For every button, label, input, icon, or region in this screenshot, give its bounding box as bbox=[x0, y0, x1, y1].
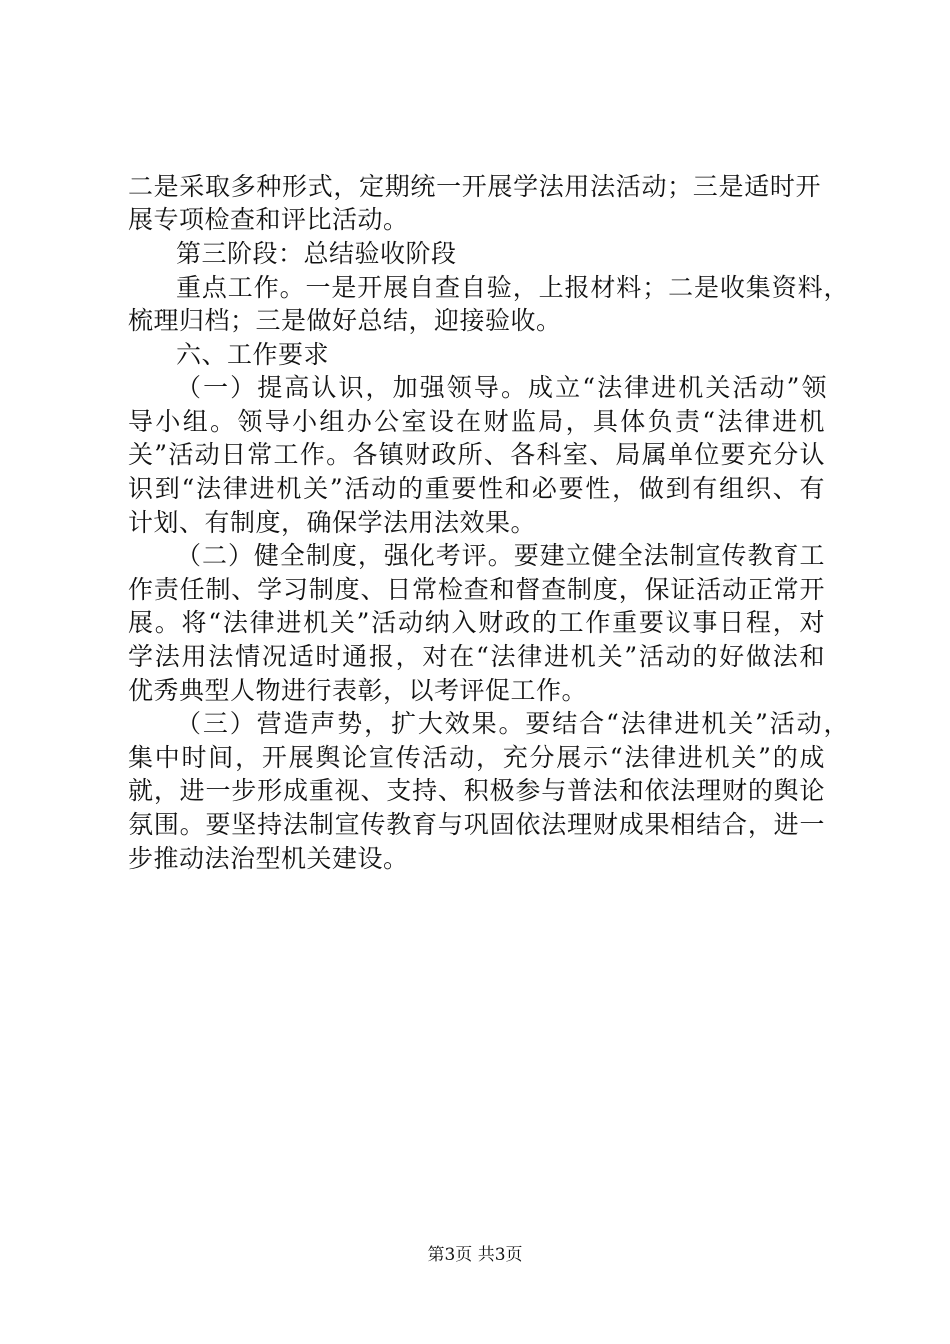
text-line-12: （二）健全制度，强化考评。要建立健全法制宣传教育工 bbox=[176, 541, 825, 570]
section-heading-stage-three: 第三阶段：总结验收阶段 bbox=[176, 239, 457, 268]
text-line-16: 优秀典型人物进行表彰，以考评促工作。 bbox=[128, 676, 588, 705]
page-number-footer: 第3页 共3页 bbox=[427, 1245, 523, 1265]
section-heading-requirements: 六、工作要求 bbox=[176, 340, 330, 369]
text-line-18: 集中时间，开展舆论宣传活动，充分展示“法律进机关”的成 bbox=[128, 743, 825, 772]
text-line-17: （三）营造声势，扩大效果。要结合“法律进机关”活动， bbox=[176, 709, 849, 738]
text-line-4: 重点工作。一是开展自查自验，上报材料；二是收集资料， bbox=[176, 273, 849, 302]
text-line-19: 就，进一步形成重视、支持、积极参与普法和依法理财的舆论 bbox=[128, 776, 825, 805]
text-line-20: 氛围。要坚持法制宣传教育与巩固依法理财成果相结合，进一 bbox=[128, 810, 825, 839]
text-line-1: 二是采取多种形式，定期统一开展学法用法活动；三是适时开 bbox=[128, 172, 821, 201]
text-line-14: 展。将“法律进机关”活动纳入财政的工作重要议事日程，对 bbox=[128, 608, 825, 637]
text-line-5: 梳理归档；三是做好总结，迎接验收。 bbox=[128, 306, 562, 335]
text-line-7: （一）提高认识，加强领导。成立“法律进机关活动”领 bbox=[176, 373, 827, 402]
text-line-15: 学法用法情况适时通报，对在“法律进机关”活动的好做法和 bbox=[128, 642, 825, 671]
text-line-11: 计划、有制度，确保学法用法效果。 bbox=[128, 508, 537, 537]
text-line-21: 步推动法治型机关建设。 bbox=[128, 844, 409, 873]
text-line-13: 作责任制、学习制度、日常检查和督查制度，保证活动正常开 bbox=[128, 575, 825, 604]
text-line-9: 关”活动日常工作。各镇财政所、各科室、局属单位要充分认 bbox=[128, 440, 825, 469]
text-line-10: 识到“法律进机关”活动的重要性和必要性，做到有组织、有 bbox=[128, 474, 825, 503]
text-line-8: 导小组。领导小组办公室设在财监局，具体负责“法律进机 bbox=[128, 407, 825, 436]
text-line-2: 展专项检查和评比活动。 bbox=[128, 205, 409, 234]
